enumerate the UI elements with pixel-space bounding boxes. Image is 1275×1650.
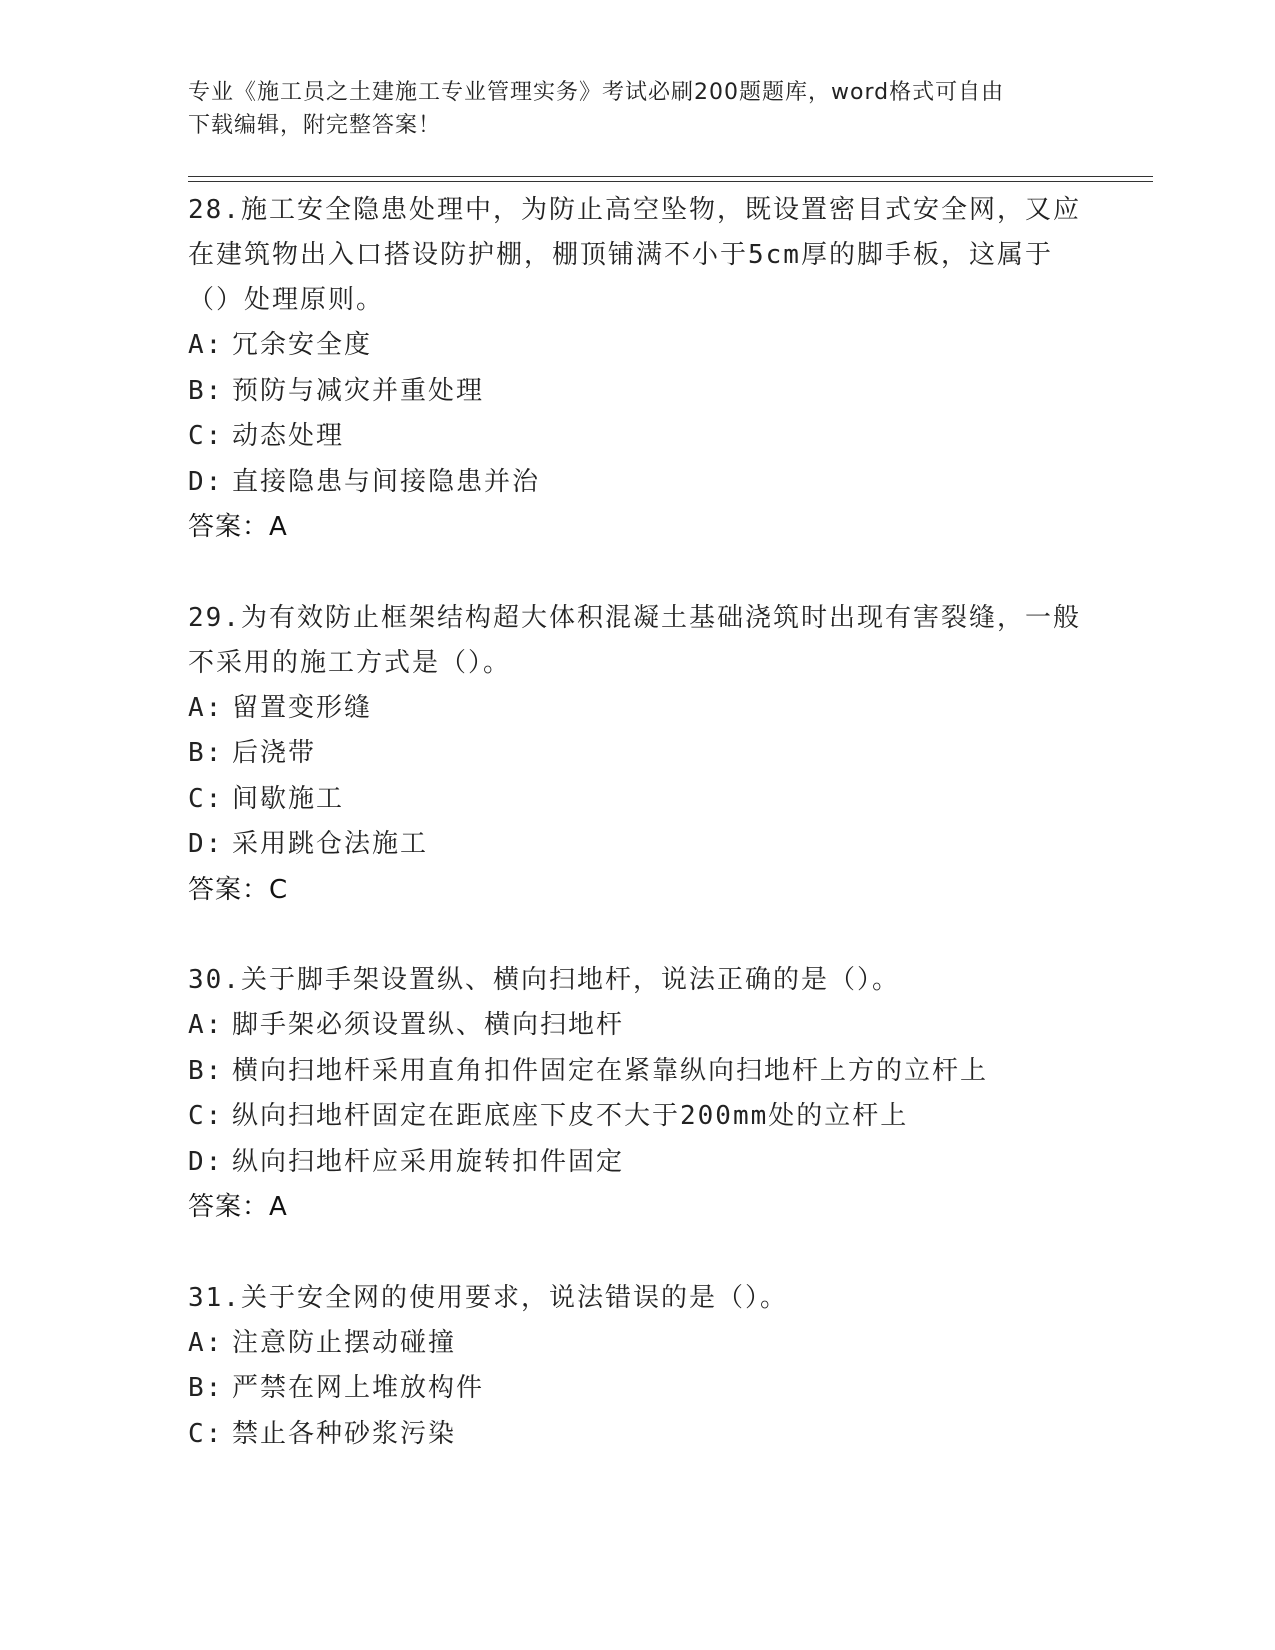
option-letter: C: — [188, 1418, 224, 1449]
answer-line: 答案：A — [188, 1192, 288, 1222]
option-a — [188, 1321, 1088, 1367]
option-letter: A: — [188, 1327, 224, 1358]
question-stem: 30.关于脚手架设置纵、横向扫地杆，说法正确的是（）。 — [188, 965, 900, 995]
option-c — [188, 777, 1088, 823]
option-letter: A: — [188, 692, 224, 723]
option-text: 动态处理 — [232, 421, 345, 451]
option-letter: A: — [188, 1010, 224, 1040]
option-text: 间歇施工 — [232, 783, 345, 814]
option-text: 严禁在网上堆放构件 — [232, 1373, 485, 1403]
option-c — [188, 414, 1088, 460]
option-text: 注意防止摆动碰撞 — [232, 1327, 457, 1358]
option-text: 纵向扫地杆应采用旋转扣件固定 — [232, 1146, 625, 1177]
option-b — [188, 1049, 1088, 1095]
option-letter: B: — [188, 375, 224, 406]
option-a — [188, 1003, 1088, 1049]
option-letter: B: — [188, 1055, 224, 1086]
option-text: 横向扫地杆采用直角扣件固定在紧靠纵向扫地杆上方的立杆上 — [232, 1055, 989, 1086]
option-b — [188, 1366, 1088, 1412]
option-b — [188, 369, 1088, 415]
header-divider-bottom — [188, 181, 1153, 182]
option-letter: C: — [188, 783, 224, 814]
option-letter: D: — [188, 1146, 224, 1177]
option-b — [188, 731, 1088, 777]
option-letter: C: — [188, 421, 224, 451]
option-text: 纵向扫地杆固定在距底座下皮不大于200mm处的立杆上 — [232, 1101, 909, 1131]
option-letter: A: — [188, 330, 224, 360]
option-letter: D: — [188, 466, 224, 497]
document-header — [188, 76, 1088, 142]
question-stem: 28.施工安全隐患处理中，为防止高空坠物，既设置密目式安全网，又应在建筑物出入口搭设防护棚，棚顶铺满不小于5cm厚的脚手板，这属于（）处理原则。 — [188, 195, 1081, 315]
option-text: 脚手架必须设置纵、横向扫地杆 — [232, 1010, 625, 1040]
question-31 — [188, 1276, 1088, 1458]
option-text: 留置变形缝 — [232, 692, 373, 723]
answer-line: 答案：A — [188, 512, 288, 542]
option-letter: C: — [188, 1101, 224, 1131]
option-c — [188, 1094, 1088, 1140]
option-a — [188, 686, 1088, 732]
option-text: 后浇带 — [232, 738, 317, 768]
option-text: 禁止各种砂浆污染 — [232, 1418, 457, 1449]
option-c — [188, 1412, 1088, 1458]
option-a — [188, 323, 1088, 369]
option-letter: B: — [188, 1373, 224, 1403]
option-text: 预防与减灾并重处理 — [232, 375, 485, 406]
question-stem: 31.关于安全网的使用要求，说法错误的是（）。 — [188, 1282, 788, 1313]
option-d — [188, 460, 1088, 506]
question-28 — [188, 188, 1088, 551]
header-line-1: 专业《施工员之土建施工专业管理实务》考试必刷200题题库，word格式可自由 — [188, 80, 1005, 105]
answer-line: 答案：C — [188, 874, 289, 905]
option-text: 冗余安全度 — [232, 330, 373, 360]
question-29 — [188, 596, 1088, 914]
option-letter: B: — [188, 738, 224, 768]
header-divider-top — [188, 176, 1153, 177]
option-d — [188, 1140, 1088, 1186]
header-line-2: 下载编辑，附完整答案！ — [188, 113, 442, 138]
option-letter: D: — [188, 829, 224, 859]
question-30 — [188, 958, 1088, 1231]
option-text: 直接隐患与间接隐患并治 — [232, 466, 541, 497]
option-text: 采用跳仓法施工 — [232, 829, 429, 859]
question-list — [188, 188, 1088, 1457]
question-stem: 29.为有效防止框架结构超大体积混凝土基础浇筑时出现有害裂缝，一般不采用的施工方式是（）。 — [188, 602, 1081, 678]
option-d — [188, 822, 1088, 868]
